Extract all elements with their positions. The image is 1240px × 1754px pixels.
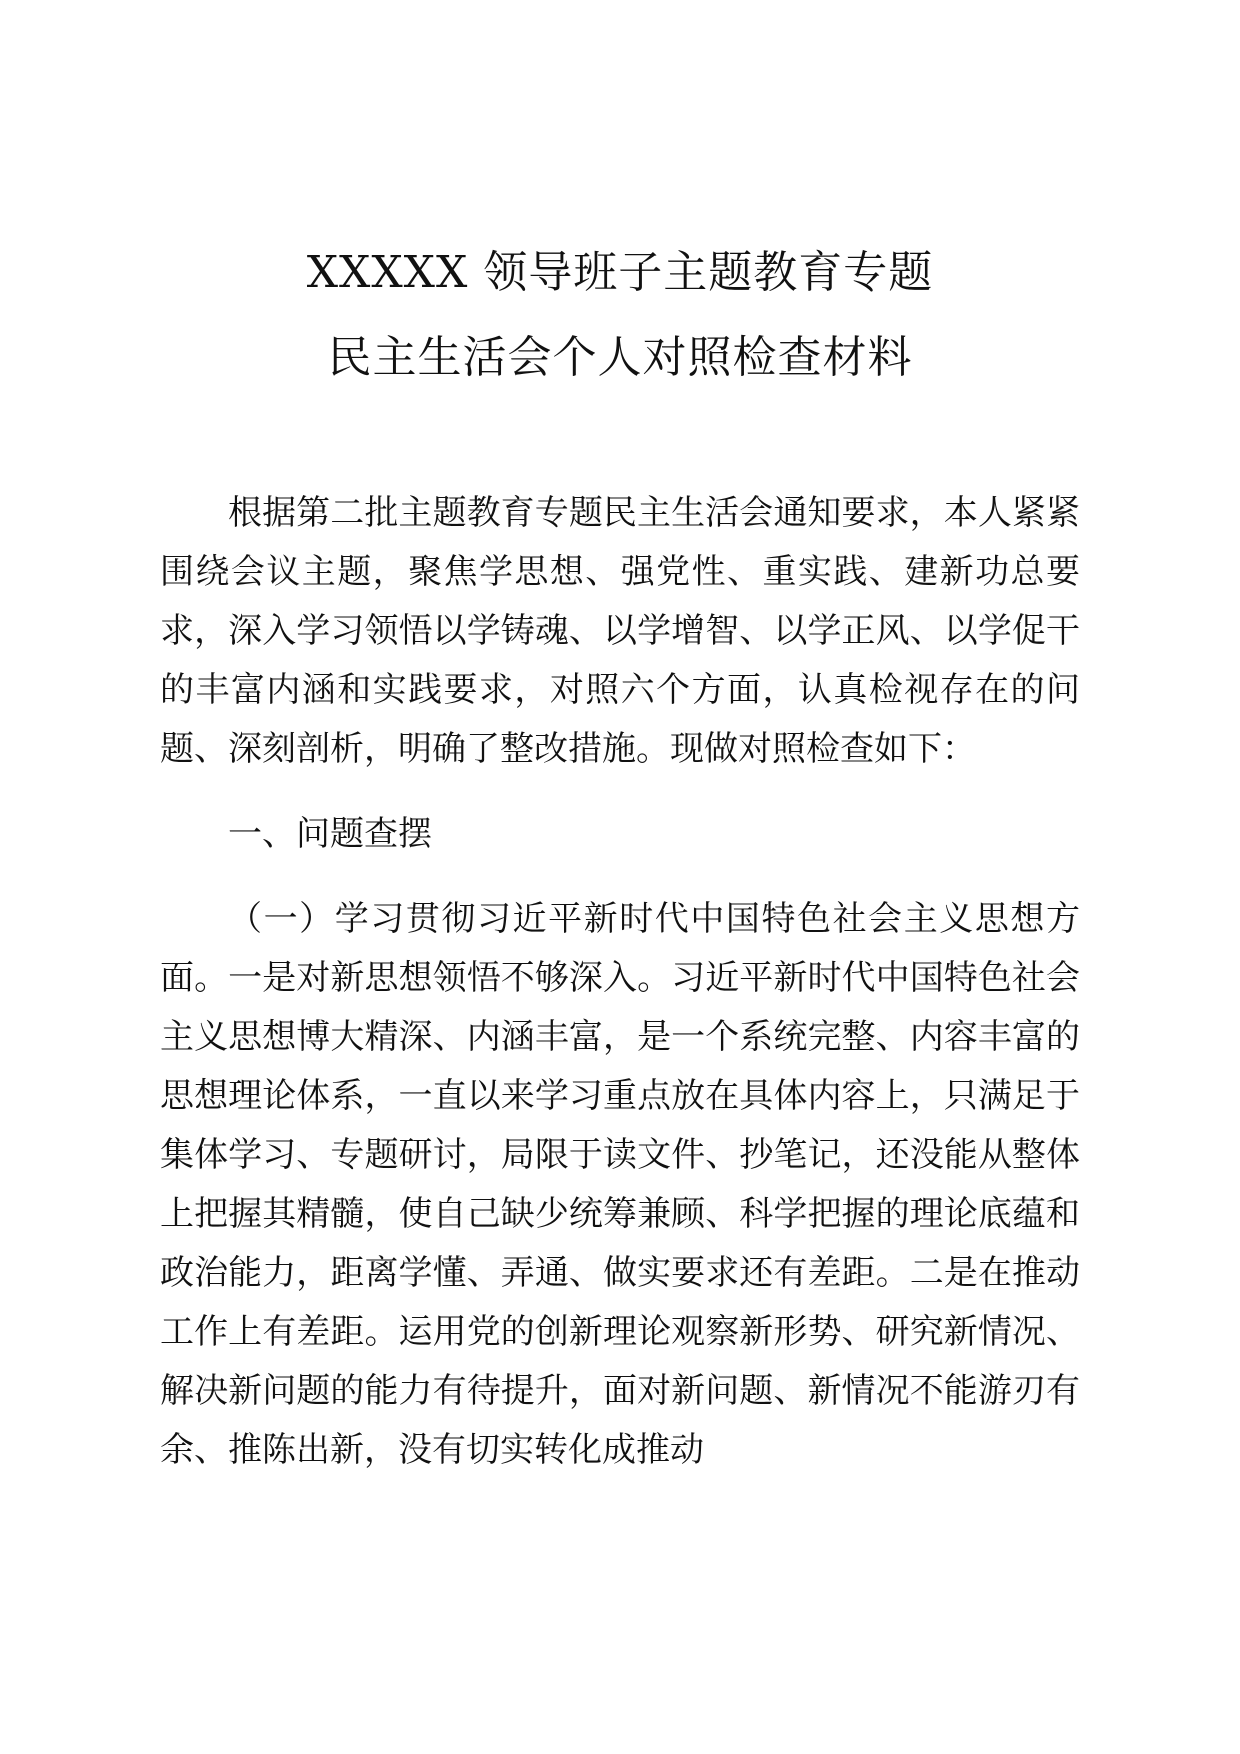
section-heading: 一、问题查摆 bbox=[228, 814, 432, 854]
intro-paragraph: 根据第二批主题教育专题民主生活会通知要求，本人紧紧围绕会议主题，聚焦学思想、强党性、重实践、建新功总要求，深入学习领悟以学铸魂、以学增智、以学正风、以学促干的丰富内涵和实践要求，对照六个方面，认真检视存在的问题、深刻剖析，明确了整改措施。现做对照检查如下： bbox=[160, 493, 1080, 769]
document-body bbox=[160, 484, 1080, 1480]
document-title bbox=[0, 230, 1240, 400]
title-line-2: 民主生活会个人对照检查材料 bbox=[327, 332, 913, 383]
title-line-1: XXXXX 领导班子主题教育专题 bbox=[306, 247, 934, 298]
section-paragraph: （一）学习贯彻习近平新时代中国特色社会主义思想方面。一是对新思想领悟不够深入。习近平新时代中国特色社会主义思想博大精深、内涵丰富，是一个系统完整、内容丰富的思想理论体系，一直以来学习重点放在具体内容上，只满足于集体学习、专题研讨，局限于读文件、抄笔记，还没能从整体上把握其精髓，使自己缺少统筹兼顾、科学把握的理论底蕴和政治能力，距离学懂、弄通、做实要求还有差距。二是在推动工作上有差距。运用党的创新理论观察新形势、研究新情况、解决新问题的能力有待提升，面对新问题、新情况不能游刃有余、推陈出新，没有切实转化成推动 bbox=[160, 899, 1080, 1470]
